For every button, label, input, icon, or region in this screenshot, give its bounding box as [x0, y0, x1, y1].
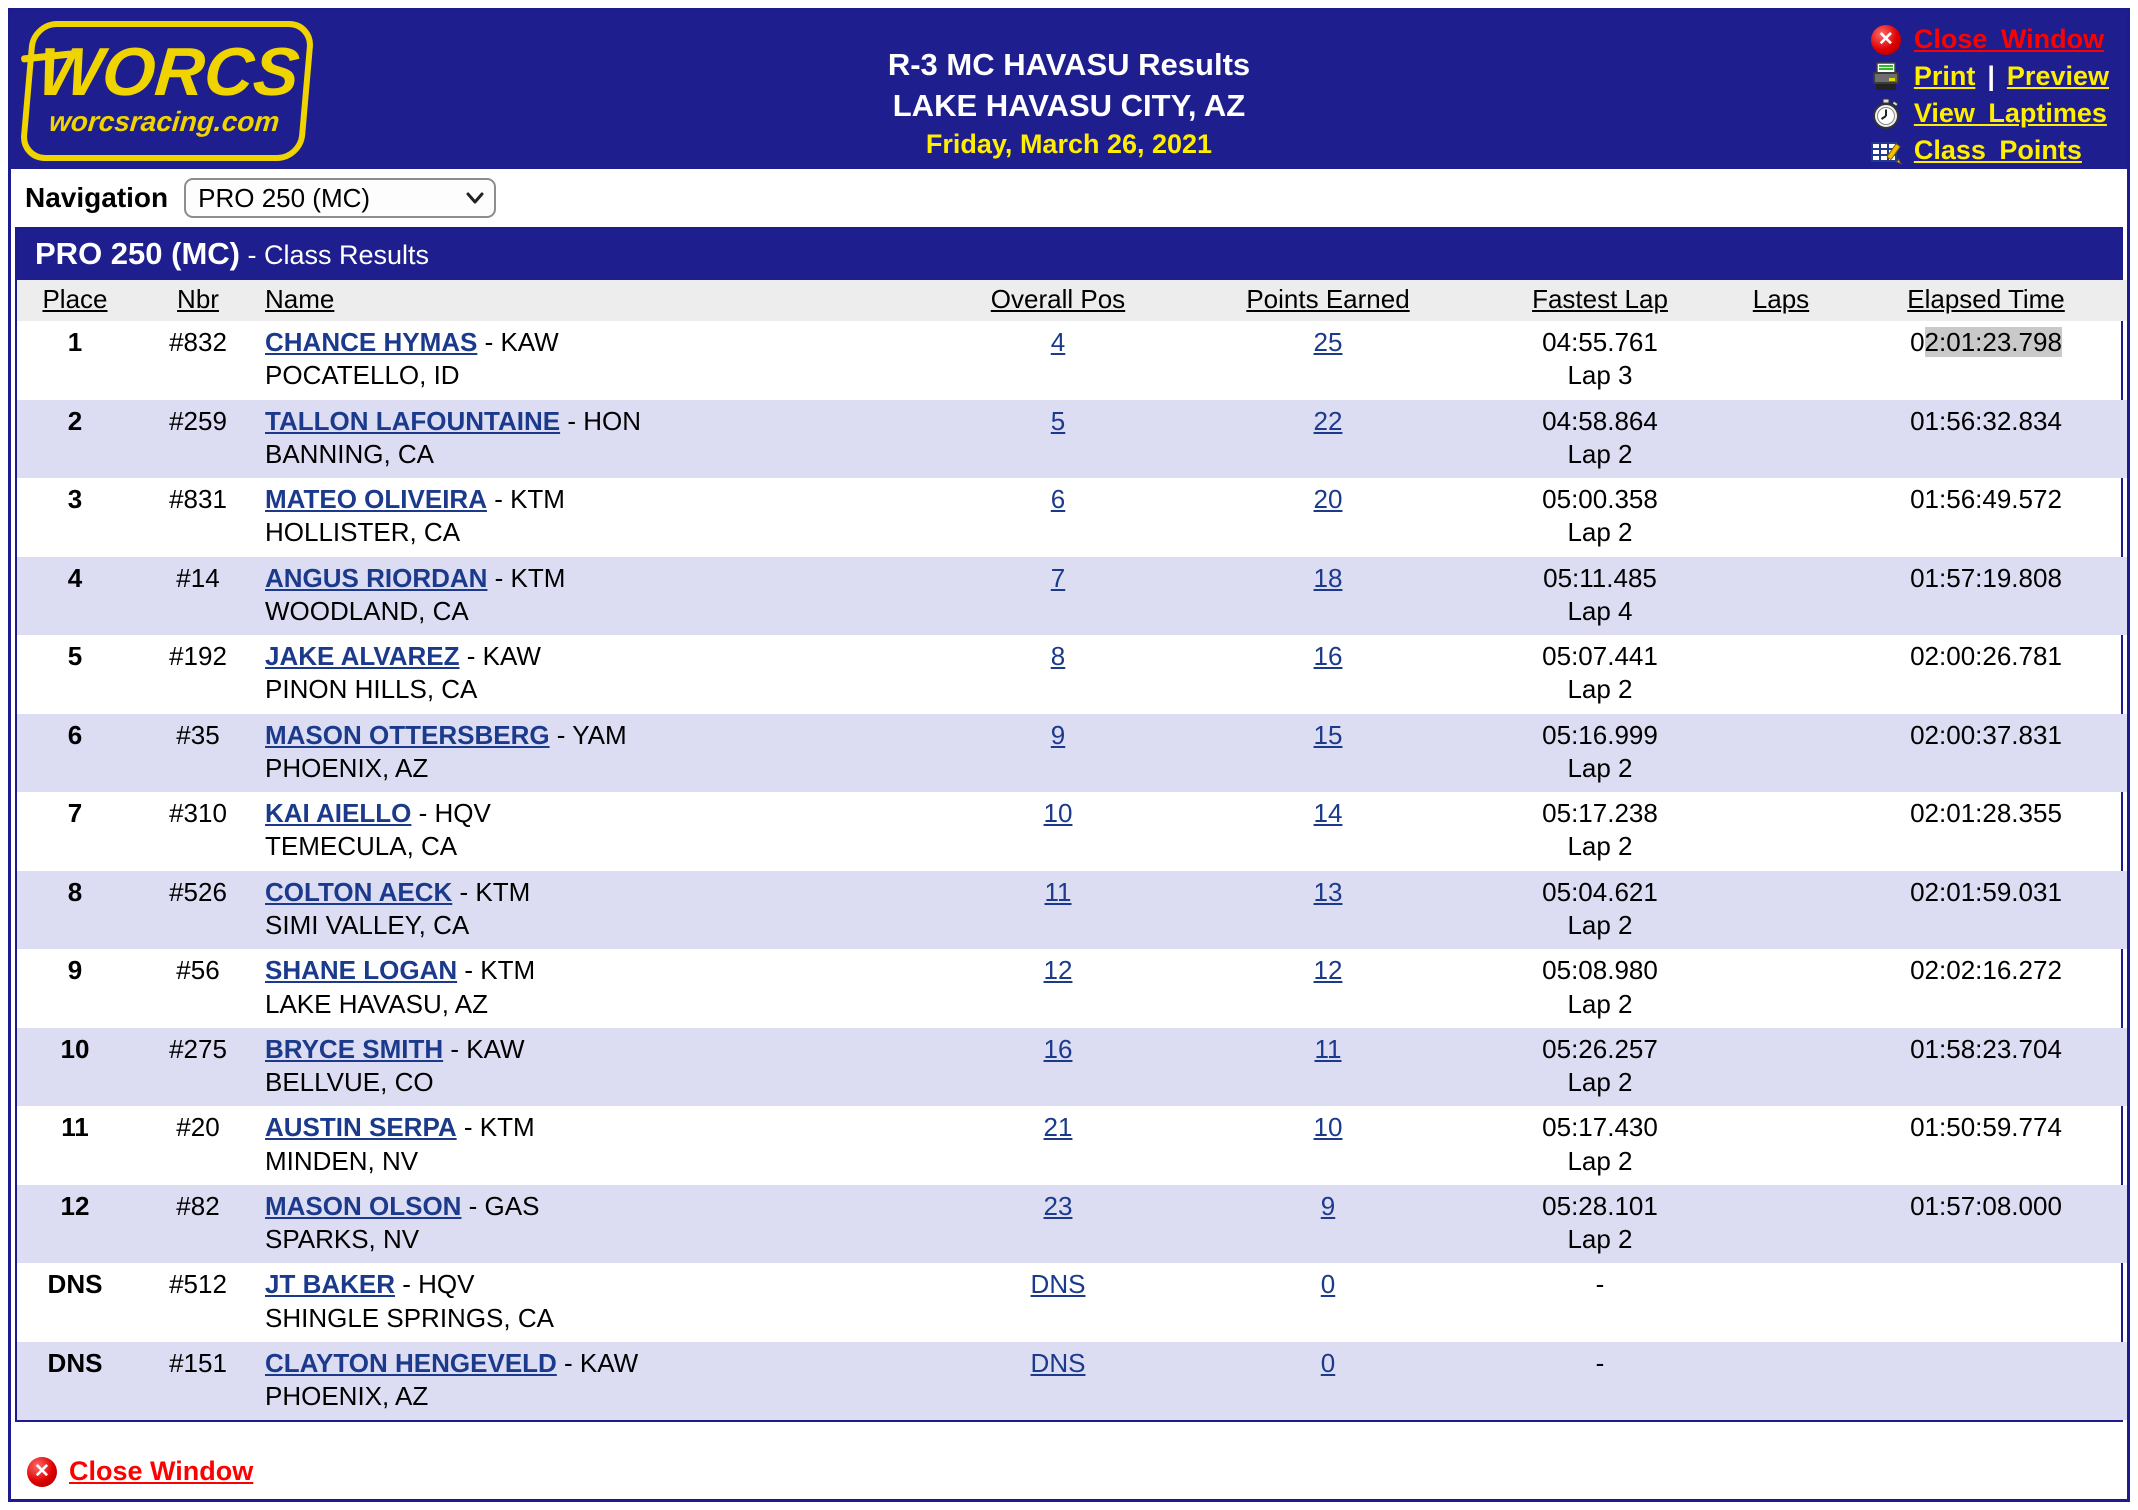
points-earned-link[interactable]: 22: [1313, 405, 1343, 436]
event-title-block: [888, 45, 1250, 162]
elapsed-time-cell: [1845, 557, 2127, 636]
nbr-cell: #526: [169, 876, 227, 907]
rider-city: MINDEN, NV: [265, 1145, 419, 1176]
rider-name-link[interactable]: COLTON AECK: [265, 876, 453, 907]
name-cell: [263, 792, 943, 871]
fastest-lap-number: Lap 3: [1567, 360, 1633, 391]
col-header-points-earned[interactable]: Points Earned: [1173, 280, 1483, 321]
printer-icon: [1870, 61, 1902, 93]
points-earned-cell: [1173, 1028, 1483, 1107]
place-cell: 1: [67, 327, 83, 357]
name-cell: [263, 1342, 943, 1421]
fastest-lap-number: Lap 2: [1567, 831, 1633, 862]
points-earned-cell: [1173, 1185, 1483, 1264]
elapsed-time: 01:56:49.572: [1910, 484, 2062, 515]
nbr-cell: #151: [169, 1347, 227, 1378]
fastest-lap-number: Lap 2: [1567, 1224, 1633, 1255]
nbr-cell: #35: [176, 719, 220, 750]
name-cell: [263, 557, 943, 636]
overall-pos-cell: [943, 400, 1173, 479]
elapsed-time-cell: [1845, 400, 2127, 479]
table-row: [17, 1342, 2127, 1421]
view-laptimes-row: [1870, 97, 2109, 130]
overall-pos-link[interactable]: DNS: [1030, 1269, 1086, 1300]
class-points-link[interactable]: Class Points: [1913, 135, 2082, 165]
col-header-elapsed-time[interactable]: Elapsed Time: [1845, 280, 2127, 321]
laps-cell: [1717, 1185, 1845, 1264]
overall-pos-link[interactable]: 9: [1050, 719, 1066, 750]
elapsed-time: 01:56:32.834: [1910, 405, 2062, 436]
elapsed-time-cell: [1845, 478, 2127, 557]
fastest-lap-time: 05:04.621: [1542, 876, 1658, 907]
col-header-fastest-lap[interactable]: Fastest Lap: [1483, 280, 1717, 321]
points-earned-cell: [1173, 792, 1483, 871]
overall-pos-link[interactable]: 23: [1043, 1190, 1073, 1221]
rider-brand: - KAW: [443, 1033, 525, 1064]
table-row: [17, 400, 2127, 479]
rider-city: SIMI VALLEY, CA: [265, 909, 470, 940]
place-cell: 12: [60, 1190, 90, 1221]
fastest-lap-time: 05:11.485: [1543, 562, 1657, 593]
elapsed-time: 01:57:08.000: [1910, 1190, 2062, 1221]
points-earned-cell: [1173, 949, 1483, 1028]
overall-pos-cell: [943, 1028, 1173, 1107]
overall-pos-link[interactable]: 12: [1043, 955, 1073, 986]
nbr-cell: #310: [169, 798, 227, 829]
worcs-logo: [25, 21, 309, 161]
overall-pos-link[interactable]: 6: [1050, 484, 1066, 515]
fastest-lap-cell: [1483, 635, 1717, 714]
navigation-label: Navigation: [25, 182, 169, 213]
nbr-cell: #832: [169, 327, 227, 357]
view-laptimes-link[interactable]: View Laptimes: [1913, 98, 2107, 128]
rider-name-link[interactable]: JT BAKER: [265, 1269, 396, 1300]
fastest-lap-cell: [1483, 1185, 1717, 1264]
fastest-lap-cell: [1483, 1263, 1717, 1342]
table-row: [17, 1028, 2127, 1107]
fastest-lap-time: 05:07.441: [1542, 641, 1658, 672]
points-earned-cell: [1173, 557, 1483, 636]
overall-pos-cell: [943, 1106, 1173, 1185]
overall-pos-cell: [943, 557, 1173, 636]
points-earned-cell: [1173, 321, 1483, 400]
elapsed-time: 02:00:37.831: [1910, 719, 2062, 750]
fastest-lap-cell: [1483, 871, 1717, 950]
points-earned-cell: [1173, 1106, 1483, 1185]
elapsed-time-cell: [1845, 635, 2127, 714]
nbr-cell: #512: [169, 1269, 227, 1300]
overall-pos-link[interactable]: 21: [1043, 1112, 1073, 1143]
rider-city: SPARKS, NV: [265, 1224, 420, 1255]
place-cell: 7: [67, 798, 83, 829]
nbr-cell: #56: [176, 955, 220, 986]
fastest-lap-number: Lap 2: [1567, 517, 1633, 548]
name-cell: [263, 714, 943, 793]
event-title: R-3 MC HAVASU Results: [887, 47, 1251, 82]
rider-city: PHOENIX, AZ: [265, 1381, 429, 1412]
name-cell: [263, 321, 943, 400]
overall-pos-cell: [943, 478, 1173, 557]
overall-pos-cell: [943, 714, 1173, 793]
place-cell: 3: [67, 484, 83, 515]
fastest-lap-time: 05:17.238: [1542, 798, 1658, 829]
elapsed-time-cell: [1845, 949, 2127, 1028]
fastest-lap-time: 05:17.430: [1542, 1112, 1658, 1143]
place-cell: 2: [67, 405, 83, 436]
col-header-place[interactable]: Place: [17, 280, 133, 321]
elapsed-time: 02:00:26.781: [1910, 641, 2062, 672]
points-earned-link[interactable]: 0: [1320, 1269, 1336, 1300]
points-earned-link[interactable]: 25: [1313, 327, 1343, 357]
close-window-row: [1870, 23, 2109, 56]
rider-city: BELLVUE, CO: [265, 1067, 434, 1098]
rider-brand: - HQV: [395, 1269, 475, 1300]
elapsed-time-cell: [1845, 1342, 2127, 1421]
results-section: [15, 227, 2123, 1422]
overall-pos-link[interactable]: 4: [1050, 327, 1066, 357]
overall-pos-link[interactable]: 11: [1044, 876, 1072, 907]
name-cell: [263, 871, 943, 950]
close-window-link-footer[interactable]: Close Window: [69, 1456, 254, 1487]
fastest-lap-time: 05:26.257: [1542, 1033, 1658, 1064]
name-cell: [263, 949, 943, 1028]
class-select-wrap: [184, 178, 496, 218]
close-icon[interactable]: ✕: [1870, 24, 1902, 56]
points-earned-link[interactable]: 12: [1313, 955, 1343, 986]
logo-box: [19, 21, 315, 161]
elapsed-time-cell: [1845, 1263, 2127, 1342]
table-row: [17, 949, 2127, 1028]
class-name: PRO 250 (MC): [35, 236, 240, 271]
fastest-lap-number: Lap 2: [1567, 752, 1633, 783]
laps-cell: [1717, 478, 1845, 557]
laps-cell: [1717, 1263, 1845, 1342]
nbr-cell: #275: [169, 1033, 227, 1064]
fastest-lap-cell: [1483, 949, 1717, 1028]
rider-city: POCATELLO, ID: [265, 360, 460, 391]
rider-brand: - KTM: [486, 484, 565, 515]
points-earned-cell: [1173, 871, 1483, 950]
class-points-row: [1870, 134, 2109, 167]
name-cell: [263, 1185, 943, 1264]
name-cell: [263, 1028, 943, 1107]
overall-pos-cell: [943, 1342, 1173, 1421]
rider-city: HOLLISTER, CA: [265, 517, 461, 548]
laps-cell: [1717, 1342, 1845, 1421]
page-frame: [8, 8, 2130, 1502]
results-table-body: [17, 321, 2127, 1420]
col-header-name[interactable]: Name: [263, 280, 943, 321]
fastest-lap-number: Lap 4: [1567, 595, 1633, 626]
rider-brand: - HON: [560, 405, 641, 436]
fastest-lap-number: Lap 2: [1567, 674, 1633, 705]
fastest-lap-number: Lap 2: [1567, 988, 1633, 1019]
rider-brand: - GAS: [461, 1190, 540, 1221]
fastest-lap-cell: [1483, 557, 1717, 636]
rider-name-link[interactable]: CLAYTON HENGEVELD: [265, 1347, 557, 1378]
elapsed-time-cell: [1845, 871, 2127, 950]
points-earned-cell: [1173, 478, 1483, 557]
class-results-title-bar: [17, 229, 2121, 280]
points-earned-cell: [1173, 1342, 1483, 1421]
overall-pos-link[interactable]: 10: [1043, 798, 1073, 829]
points-earned-cell: [1173, 1263, 1483, 1342]
fastest-lap-cell: [1483, 478, 1717, 557]
logo-domain: worcsracing.com: [47, 105, 281, 137]
rider-brand: - KTM: [452, 876, 531, 907]
link-separator: |: [1987, 61, 1995, 91]
overall-pos-link[interactable]: DNS: [1030, 1347, 1086, 1378]
print-link[interactable]: Print: [1913, 61, 1976, 91]
rider-name-link[interactable]: MASON OLSON: [265, 1190, 462, 1221]
name-cell: [263, 635, 943, 714]
rider-name-link[interactable]: JAKE ALVAREZ: [265, 641, 460, 672]
nbr-cell: #259: [169, 405, 227, 436]
rider-city: LAKE HAVASU, AZ: [265, 988, 489, 1019]
fastest-lap-number: Lap 2: [1567, 1145, 1633, 1176]
laps-cell: [1717, 557, 1845, 636]
elapsed-time: 02:01:59.031: [1910, 876, 2062, 907]
laps-cell: [1717, 321, 1845, 400]
print-row: [1870, 60, 2109, 93]
table-row: [17, 635, 2127, 714]
fastest-lap-time: 05:08.980: [1542, 955, 1658, 986]
rider-name-link[interactable]: MATEO OLIVEIRA: [265, 484, 487, 515]
rider-brand: - KTM: [456, 1112, 535, 1143]
results-table: [17, 280, 2127, 1420]
table-row: [17, 714, 2127, 793]
event-date: Friday, March 26, 2021: [925, 128, 1213, 159]
table-row: [17, 557, 2127, 636]
overall-pos-link[interactable]: 7: [1050, 562, 1066, 593]
class-results-subtitle: - Class Results: [239, 240, 430, 270]
table-row: [17, 478, 2127, 557]
place-cell: DNS: [47, 1269, 103, 1300]
table-row: [17, 1106, 2127, 1185]
fastest-lap-time: 05:16.999: [1542, 719, 1658, 750]
points-earned-link[interactable]: 0: [1320, 1347, 1336, 1378]
rider-brand: - HQV: [411, 798, 491, 829]
class-points-icon: [1870, 135, 1902, 167]
elapsed-time: 01:58:23.704: [1910, 1033, 2062, 1064]
laps-cell: [1717, 871, 1845, 950]
elapsed-time: 02:01:23.798: [1910, 327, 2062, 357]
fastest-lap-time: -: [1595, 1269, 1605, 1300]
elapsed-time-cell: [1845, 792, 2127, 871]
fastest-lap-number: Lap 2: [1567, 438, 1633, 469]
rider-brand: - KAW: [459, 641, 541, 672]
overall-pos-cell: [943, 1185, 1173, 1264]
preview-link[interactable]: Preview: [2006, 61, 2109, 91]
elapsed-time: 02:01:28.355: [1910, 798, 2062, 829]
fastest-lap-time: 05:00.358: [1542, 484, 1658, 515]
points-earned-link[interactable]: 10: [1313, 1112, 1343, 1143]
close-window-link[interactable]: Close Window: [1913, 24, 2105, 54]
rider-city: WOODLAND, CA: [265, 595, 469, 626]
nbr-cell: #82: [176, 1190, 220, 1221]
fastest-lap-cell: [1483, 400, 1717, 479]
rider-brand: - YAM: [549, 719, 627, 750]
points-earned-cell: [1173, 400, 1483, 479]
elapsed-time: 01:50:59.774: [1910, 1112, 2062, 1143]
overall-pos-link[interactable]: 5: [1050, 405, 1066, 436]
rider-name-link[interactable]: AUSTIN SERPA: [265, 1112, 457, 1143]
nbr-cell: #192: [169, 641, 227, 672]
rider-name-link[interactable]: KAI AIELLO: [265, 798, 412, 829]
close-icon-footer[interactable]: ✕: [27, 1457, 57, 1487]
table-row: [17, 1185, 2127, 1264]
elapsed-time-cell: [1845, 1028, 2127, 1107]
fastest-lap-time: -: [1595, 1347, 1605, 1378]
event-location: LAKE HAVASU CITY, AZ: [892, 87, 1246, 123]
points-earned-link[interactable]: 9: [1320, 1190, 1336, 1221]
overall-pos-link[interactable]: 16: [1043, 1033, 1073, 1064]
fastest-lap-number: Lap 2: [1567, 1067, 1633, 1098]
name-cell: [263, 400, 943, 479]
laps-cell: [1717, 400, 1845, 479]
fastest-lap-time: 04:55.761: [1542, 327, 1658, 357]
laps-cell: [1717, 1106, 1845, 1185]
nbr-cell: #20: [176, 1112, 220, 1143]
fastest-lap-cell: [1483, 1342, 1717, 1421]
overall-pos-cell: [943, 871, 1173, 950]
points-earned-cell: [1173, 714, 1483, 793]
elapsed-time-cell: [1845, 1106, 2127, 1185]
rider-name-link[interactable]: SHANE LOGAN: [265, 955, 458, 986]
col-header-nbr[interactable]: Nbr: [133, 280, 263, 321]
points-earned-link[interactable]: 14: [1313, 798, 1343, 829]
rider-city: BANNING, CA: [265, 438, 435, 469]
rider-city: PHOENIX, AZ: [265, 752, 429, 783]
table-row: [17, 321, 2127, 400]
laps-cell: [1717, 949, 1845, 1028]
header-links: [1870, 23, 2109, 167]
points-earned-link[interactable]: 13: [1313, 876, 1343, 907]
name-cell: [263, 1263, 943, 1342]
fastest-lap-number: Lap 2: [1567, 909, 1633, 940]
rider-city: PINON HILLS, CA: [265, 674, 478, 705]
points-earned-link[interactable]: 20: [1313, 484, 1343, 515]
stopwatch-icon: [1870, 98, 1902, 130]
header-band: [11, 11, 2127, 169]
place-cell: 6: [67, 719, 83, 750]
fastest-lap-cell: [1483, 792, 1717, 871]
elapsed-time: 01:57:19.808: [1910, 562, 2062, 593]
overall-pos-cell: [943, 321, 1173, 400]
points-earned-cell: [1173, 635, 1483, 714]
rider-brand: - KTM: [487, 562, 566, 593]
points-earned-link[interactable]: 11: [1314, 1033, 1342, 1064]
rider-city: SHINGLE SPRINGS, CA: [265, 1302, 554, 1333]
col-header-laps[interactable]: Laps: [1717, 280, 1845, 321]
elapsed-time-cell: [1845, 714, 2127, 793]
rider-name-link[interactable]: TALLON LAFOUNTAINE: [265, 405, 561, 436]
overall-pos-cell: [943, 792, 1173, 871]
nbr-cell: #14: [176, 562, 220, 593]
fastest-lap-cell: [1483, 1028, 1717, 1107]
name-cell: [263, 1106, 943, 1185]
name-cell: [263, 478, 943, 557]
place-cell: 8: [67, 876, 83, 907]
rider-name-link[interactable]: CHANCE HYMAS: [265, 327, 478, 357]
col-header-overall-pos[interactable]: Overall Pos: [943, 280, 1173, 321]
fastest-lap-cell: [1483, 321, 1717, 400]
elapsed-time-cell: [1845, 1185, 2127, 1264]
overall-pos-cell: [943, 1263, 1173, 1342]
elapsed-time-cell: [1845, 321, 2127, 400]
table-row: [17, 871, 2127, 950]
points-earned-link[interactable]: 15: [1313, 719, 1343, 750]
footer: [11, 1422, 2127, 1499]
class-select[interactable]: [184, 178, 496, 218]
laps-cell: [1717, 792, 1845, 871]
elapsed-time: 02:02:16.272: [1910, 955, 2062, 986]
overall-pos-cell: [943, 635, 1173, 714]
place-cell: 4: [67, 562, 83, 593]
navigation-bar: [11, 169, 2127, 227]
logo-title: WORCS: [35, 34, 303, 111]
overall-pos-cell: [943, 949, 1173, 1028]
rider-name-link[interactable]: ANGUS RIORDAN: [265, 562, 488, 593]
rider-brand: - KTM: [457, 955, 536, 986]
place-cell: 9: [67, 955, 83, 986]
place-cell: DNS: [47, 1347, 103, 1378]
nbr-cell: #831: [169, 484, 227, 515]
rider-city: TEMECULA, CA: [265, 831, 458, 862]
fastest-lap-time: 04:58.864: [1542, 405, 1658, 436]
place-cell: 11: [61, 1112, 89, 1143]
points-earned-link[interactable]: 18: [1313, 562, 1343, 593]
rider-brand: - KAW: [477, 327, 559, 357]
points-earned-link[interactable]: 16: [1313, 641, 1343, 672]
table-row: [17, 1263, 2127, 1342]
rider-name-link[interactable]: BRYCE SMITH: [265, 1033, 444, 1064]
results-header-row: [17, 280, 2127, 321]
laps-cell: [1717, 1028, 1845, 1107]
overall-pos-link[interactable]: 8: [1050, 641, 1066, 672]
rider-brand: - KAW: [556, 1347, 639, 1378]
place-cell: 10: [60, 1033, 90, 1064]
place-cell: 5: [67, 641, 83, 672]
rider-name-link[interactable]: MASON OTTERSBERG: [265, 719, 550, 750]
fastest-lap-time: 05:28.101: [1542, 1190, 1658, 1221]
fastest-lap-cell: [1483, 714, 1717, 793]
laps-cell: [1717, 635, 1845, 714]
laps-cell: [1717, 714, 1845, 793]
fastest-lap-cell: [1483, 1106, 1717, 1185]
table-row: [17, 792, 2127, 871]
